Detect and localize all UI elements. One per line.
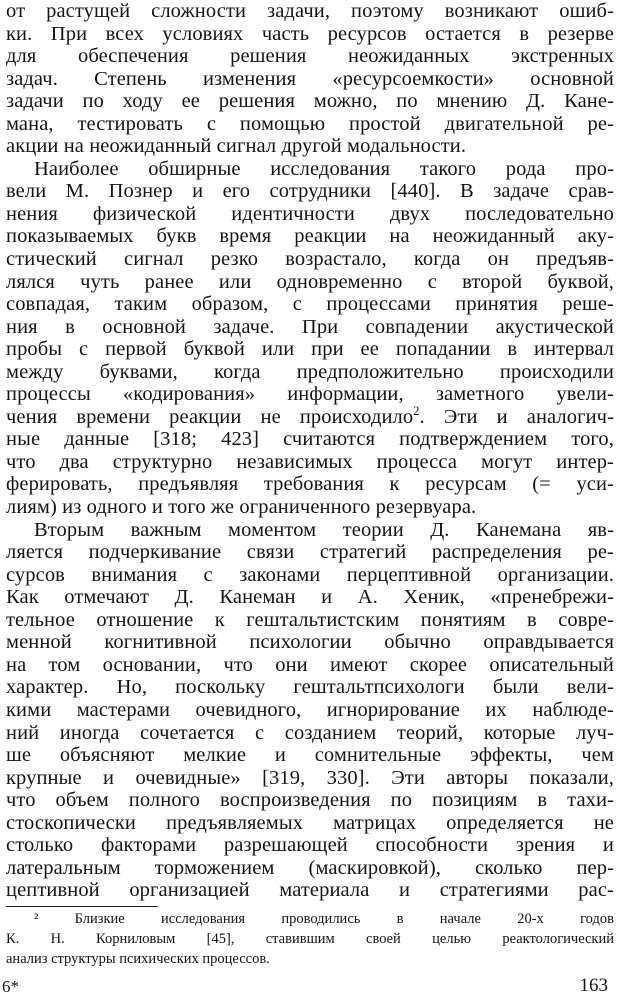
text-line: от растущей сложности задачи, поэтому возникают ошиб- [6,0,614,22]
text-line: задачи по ходу ее решения можно, по мнению Д. Канe- [6,90,614,113]
text-line: цептивной организацией материала и стратегиями рас- [6,879,614,902]
footnote-ref: 2 [413,405,420,419]
text-line: ляется подчеркивание связи стратегий распределения ре- [6,541,614,564]
footnote-line: К. Н. Корниловым [45], ставившим своей целью реактологический [6,931,614,947]
text-line: на том основании, что они имеют скорее описательный [6,653,614,676]
paragraph-start: Вторым важным моментом теории Д. Канемана яв- [34,518,614,541]
printer-signature: 6* [2,977,19,996]
text-line: ше объясняют мелкие и сомнительные эффекты, чем [6,744,614,767]
text-line: вели М. Познер и его сотрудники [440]. В задаче срав- [6,180,614,203]
text-line: менной когнитивной психологии обычно оправдывается [6,631,614,654]
text-line: процессы «кодирования» информации, заметного увели- [6,383,614,406]
text-line: мана, тестировать с помощью простой двигательной ре- [6,112,614,135]
text-line: пробы с первой буквой или при ее попадании в интервал [6,338,614,361]
text-line: тельное отношение к гештальтистским понятиям в совре- [6,608,614,631]
text-line: что два структурно независимых процесса могут интер- [6,450,614,473]
text-line: кими мастерами очевидного, игнорирование их наблюде- [6,698,614,721]
text-line: задач. Степень изменения «ресурсоемкости» основной [6,67,614,90]
text-line: акции на неожиданный сигнал другой модальности. [6,135,467,158]
text-line: стоскопически предъявляемых матрицах определяется не [6,811,614,834]
text-line: ферировать, предъявляя требования к ресурсам (= уси- [6,473,614,496]
footnote-line: ² Близкие исследования проводились в начале 20-х годов [34,911,614,927]
text-line: показываемых букв время реакции на неожиданный аку- [6,225,614,248]
text-line-with-footnote-ref [6,406,614,429]
text-line: лялся чуть ранее или одновременно с второй буквой, [6,270,614,293]
text-line: стический сигнал резко возрастало, когда он предъяв- [6,248,614,271]
text-line: совпадая, таким образом, с процессами принятия реше- [6,293,614,316]
text-line: сурсов внимания с законами перцептивной организации. [6,563,614,586]
text-line: для обеспечения решения неожиданных экстренных [6,45,614,68]
text-fragment: чения времени реакции не происходило [6,405,414,428]
footnote-divider [6,906,158,907]
text-line: ний иногда сочетается с созданием теорий, которые луч- [6,721,614,744]
text-line: лиям) из одного и того же ограниченного резервуара. [6,496,477,519]
text-fragment: . Эти и аналогич- [419,405,614,428]
page-number: 163 [579,975,608,996]
text-line: Как отмечают Д. Канеман и А. Хеник, «пренебрежи- [6,586,614,609]
paragraph-start: Наиболее обширные исследования такого рода про- [34,157,614,180]
text-line: нения физической идентичности двух последовательно [6,202,614,225]
text-line: ки. При всех условиях часть ресурсов остается в резерве [6,22,614,45]
body-text [6,0,614,902]
text-line: что объем полного воспроизведения по позициям в тахи- [6,789,614,812]
text-line: между буквами, когда предположительно происходили [6,360,614,383]
text-line: крупные и очевидные» [319, 330]. Эти авторы показали, [6,766,614,789]
text-line: столько факторами разрешающей способности зрения и [6,834,614,857]
text-line: характер. Но, поскольку гештальтпсихологи были вели- [6,676,614,699]
text-line: ния в основной задаче. При совпадении акустической [6,315,614,338]
footnote [6,909,614,969]
text-line: латеральным торможением (маскировкой), сколько пер- [6,856,614,879]
footnote-line: анализ структуры психических процессов. [6,951,270,967]
text-line: ные данные [318; 423] считаются подтверждением того, [6,428,614,451]
